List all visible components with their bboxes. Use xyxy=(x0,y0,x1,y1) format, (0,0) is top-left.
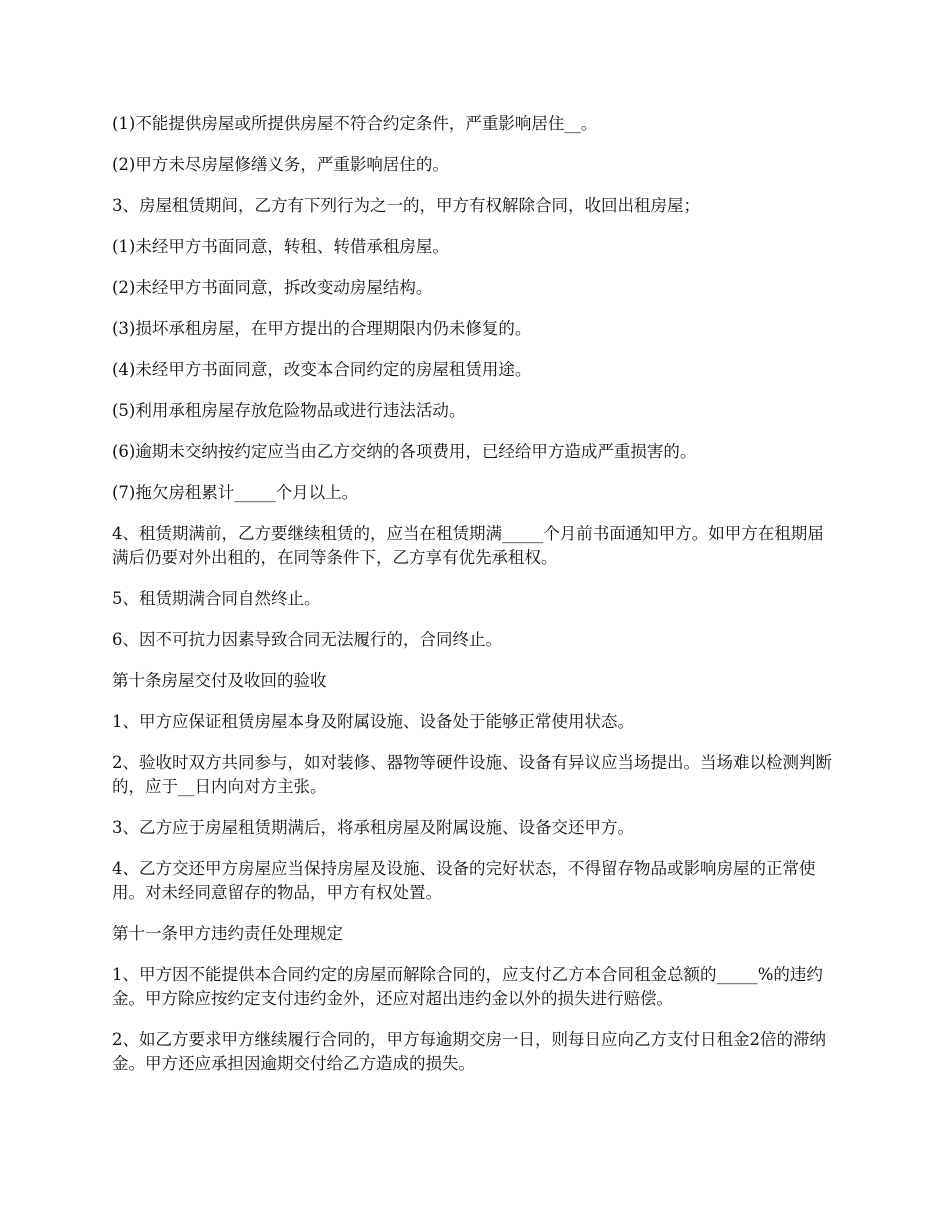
paragraph: 1、甲方应保证租赁房屋本身及附属设施、设备处于能够正常使用状态。 xyxy=(112,712,634,731)
paragraph: (6)逾期未交纳按约定应当由乙方交纳的各项费用，已经给甲方造成严重损害的。 xyxy=(112,442,697,461)
paragraph: 1、甲方因不能提供本合同约定的房屋而解除合同的，应支付乙方本合同租金总额的_____%的违约金。甲方除应按约定支付违约金外，还应对超出违约金以外的损失进行赔偿。 xyxy=(112,965,823,1008)
paragraph: 3、乙方应于房屋租赁期满后，将承租房屋及附属设施、设备交还甲方。 xyxy=(112,818,634,837)
paragraph: (4)未经甲方书面同意，改变本合同约定的房屋租赁用途。 xyxy=(112,360,532,379)
paragraph: (7)拖欠房租累计_____个月以上。 xyxy=(112,483,359,502)
paragraph: (2)甲方未尽房屋修缮义务，严重影响居住的。 xyxy=(112,155,449,174)
paragraph: (1)未经甲方书面同意，转租、转借承租房屋。 xyxy=(112,237,449,256)
paragraph: 3、房屋租赁期间，乙方有下列行为之一的，甲方有权解除合同，收回出租房屋； xyxy=(112,196,700,215)
paragraph: 6、因不可抗力因素导致合同无法履行的，合同终止。 xyxy=(112,630,502,649)
paragraph: 2、验收时双方共同参与，如对装修、器物等硬件设施、设备有异议应当场提出。当场难以检测判断的，应于__日内向对方主张。 xyxy=(112,753,832,796)
paragraph: (2)未经甲方书面同意，拆改变动房屋结构。 xyxy=(112,278,433,297)
section-heading: 第十条房屋交付及收回的验收 xyxy=(112,671,327,690)
paragraph: 4、租赁期满前，乙方要继续租赁的，应当在租赁期满_____个月前书面通知甲方。如甲方在租期届满后仍要对外出租的，在同等条件下，乙方享有优先承租权。 xyxy=(112,524,824,567)
paragraph: (3)损坏承租房屋，在甲方提出的合理期限内仍未修复的。 xyxy=(112,319,532,338)
paragraph: 5、租赁期满合同自然终止。 xyxy=(112,589,321,608)
paragraph: (1)不能提供房屋或所提供房屋不符合约定条件，严重影响居住__。 xyxy=(112,114,598,133)
paragraph: (5)利用承租房屋存放危险物品或进行违法活动。 xyxy=(112,401,466,420)
paragraph: 2、如乙方要求甲方继续履行合同的，甲方每逾期交房一日，则每日应向乙方支付日租金2倍的滞纳金。甲方还应承担因逾期交付给乙方造成的损失。 xyxy=(112,1030,826,1073)
document-body xyxy=(112,112,840,1093)
section-heading: 第十一条甲方违约责任处理规定 xyxy=(112,924,343,943)
paragraph: 4、乙方交还甲方房屋应当保持房屋及设施、设备的完好状态，不得留存物品或影响房屋的正常使用。对未经同意留存的物品，甲方有权处置。 xyxy=(112,859,816,902)
